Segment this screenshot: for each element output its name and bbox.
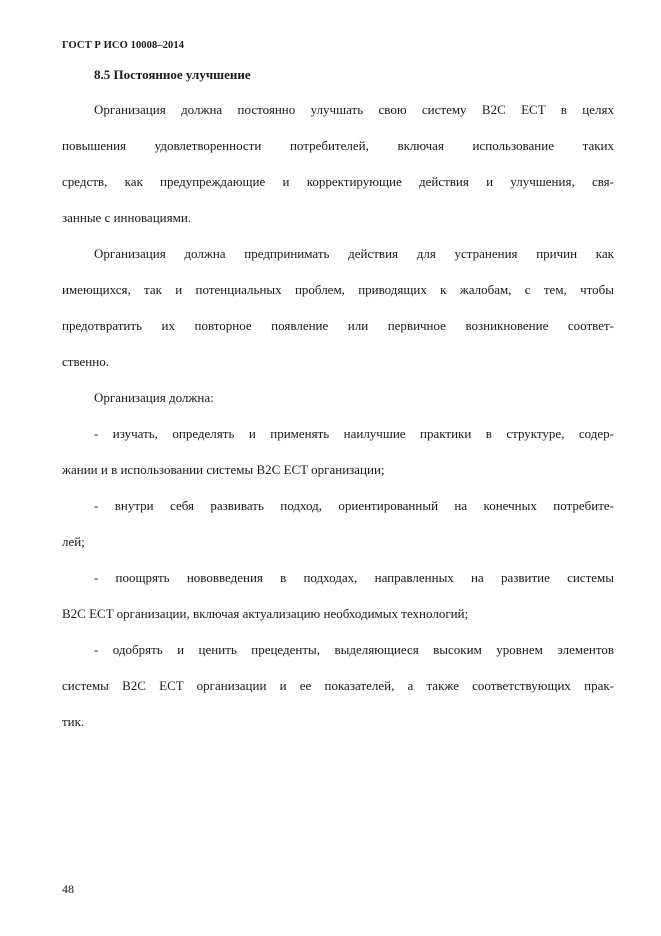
list-item-line: - внутри себя развивать подход, ориентированный на конечных потребите- bbox=[94, 498, 614, 513]
text-line: повышения удовлетворенности потребителей, включая использование таких bbox=[62, 138, 614, 153]
text-line: ственно. bbox=[62, 354, 109, 369]
text-line: имеющихся, так и потенциальных проблем, приводящих к жалобам, с тем, чтобы bbox=[62, 282, 614, 297]
list-item-line: - одобрять и ценить прецеденты, выделяющиеся высоким уровнем элементов bbox=[94, 642, 614, 657]
section-title: 8.5 Постоянное улучшение bbox=[94, 67, 251, 82]
text-line: средств, как предупреждающие и корректирующие действия и улучшения, свя- bbox=[62, 174, 614, 189]
text-line: Организация должна предпринимать действия для устранения причин как bbox=[94, 246, 614, 261]
text-line: Организация должна: bbox=[94, 390, 214, 405]
standard-header: ГОСТ Р ИСО 10008–2014 bbox=[62, 40, 185, 51]
list-item-line: тик. bbox=[62, 714, 85, 729]
text-line: занные с инновациями. bbox=[62, 210, 192, 225]
list-item-line: системы B2C ECT организации и ее показателей, а также соответствующих прак- bbox=[62, 678, 614, 693]
list-item-line: лей; bbox=[62, 534, 85, 549]
text-line: Организация должна постоянно улучшать свою систему B2C ECT в целях bbox=[94, 102, 614, 117]
list-item-line: - поощрять нововведения в подходах, направленных на развитие системы bbox=[94, 570, 614, 585]
list-item-line: B2C ECT организации, включая актуализацию необходимых технологий; bbox=[62, 606, 469, 621]
text-line: предотвратить их повторное появление или первичное возникновение соответ- bbox=[62, 318, 614, 333]
list-item-line: жании и в использовании системы B2C ECT организации; bbox=[62, 462, 385, 477]
list-item-line: - изучать, определять и применять наилучшие практики в структуре, содер- bbox=[94, 426, 614, 441]
page-number: 48 bbox=[62, 882, 74, 896]
